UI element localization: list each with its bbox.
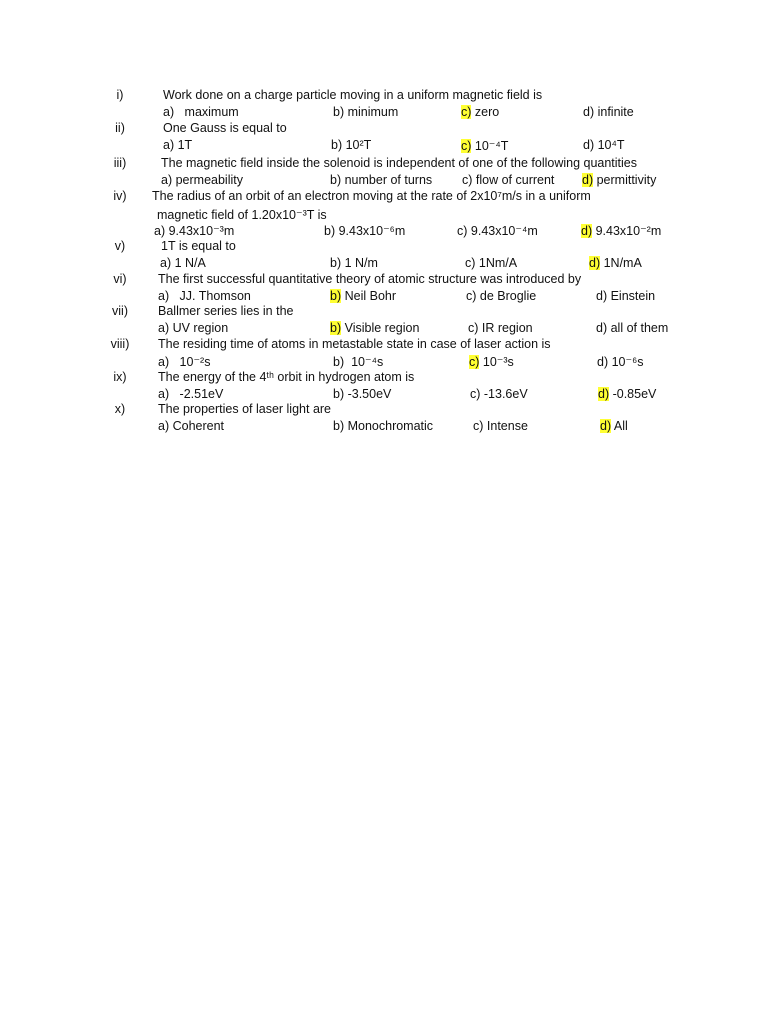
option-text: Monochromatic [344,418,434,433]
question-text: The first successful quantitative theory of atomic structure was introduced by [158,272,582,286]
question-number: ii) [115,121,125,135]
option-text: permittivity [593,172,657,187]
option-text: 1T [174,137,193,152]
answer-option [158,289,251,303]
answer-option [330,256,378,270]
question-number: ix) [113,370,127,384]
option-text: -3.50eV [344,386,392,401]
answer-option [161,173,243,187]
answer-option [582,173,656,187]
option-text: JJ. Thomson [169,288,251,303]
option-text: 9.43x10⁻³m [165,224,235,238]
option-letter: b) [330,172,342,187]
option-text: 10⁻²s [169,354,211,369]
answer-option [596,289,655,303]
correct-answer-highlight: d) [582,172,594,187]
answer-option [163,138,192,152]
answer-option [466,289,536,303]
question-text: The radius of an orbit of an electron moving at the rate of 2x10⁷m/s in a uniform [152,189,591,203]
option-text: Visible region [341,320,420,335]
option-letter: b) [333,104,345,119]
answer-option [158,387,223,401]
answer-option [333,105,398,119]
question-text: Ballmer series lies in the [158,304,294,318]
answer-option [473,419,528,433]
answer-option [581,223,661,238]
question-text: The energy of the 4ᵗʰ orbit in hydrogen atom is [158,370,415,384]
question-number: i) [116,88,124,102]
option-letter: c) [466,288,477,303]
option-letter: d) [583,104,595,119]
option-letter: a) [154,224,166,238]
option-text: Intense [483,418,528,433]
question-number: vi) [113,272,127,286]
correct-answer-highlight: b) [330,288,342,303]
option-letter: c) [457,224,468,238]
option-letter: c) [465,255,476,270]
question-text: The magnetic field inside the solenoid is independent of one of the following quantities [161,156,638,170]
option-letter: a) [163,104,175,119]
option-text: maximum [174,104,239,119]
answer-option [331,138,371,152]
answer-option [597,354,644,369]
option-letter: c) [462,172,473,187]
option-letter: a) [158,354,170,369]
option-text: 1 N/m [341,255,378,270]
option-text: All [611,418,628,433]
option-text: -13.6eV [480,386,528,401]
question-number: x) [114,402,126,416]
correct-answer-highlight: d) [581,224,593,238]
option-text: 9.43x10⁻⁴m [467,224,538,238]
answer-option [461,105,499,119]
answer-option [333,387,391,401]
option-text: infinite [594,104,634,119]
answer-option [465,256,517,270]
option-text: permeability [172,172,243,187]
answer-option [469,354,514,369]
answer-option [461,138,508,153]
answer-option [333,419,433,433]
option-text: 9.43x10⁻⁶m [335,224,406,238]
question-number: iii) [113,156,127,170]
answer-option [600,419,628,433]
answer-option [583,105,634,119]
question-number: v) [114,239,126,253]
option-letter: c) [468,320,479,335]
option-text: 1 N/A [171,255,206,270]
option-text: Einstein [607,288,656,303]
option-text: 1Nm/A [475,255,518,270]
question-number: vii) [112,304,128,318]
option-text: Neil Bohr [341,288,397,303]
correct-answer-highlight: d) [598,386,610,401]
question-text: 1T is equal to [161,239,236,253]
option-text: Coherent [169,418,225,433]
option-text: 10⁻³s [479,354,514,369]
option-text: -2.51eV [169,386,224,401]
option-text: 10⁻⁴T [471,138,509,153]
question-text: One Gauss is equal to [163,121,287,135]
option-text: de Broglie [476,288,537,303]
question-text: The properties of laser light are [158,402,332,416]
option-text: 10⁴T [594,137,625,152]
correct-answer-highlight: d) [589,255,601,270]
question-text: Work done on a charge particle moving in a uniform magnetic field is [163,88,543,102]
option-letter: a) [158,320,170,335]
answer-option [457,223,538,238]
answer-option [158,354,210,369]
correct-answer-highlight: d) [600,418,612,433]
answer-option [158,419,224,433]
option-letter: b) [333,386,345,401]
correct-answer-highlight: c) [469,354,480,369]
option-letter: d) [597,354,609,369]
option-text: IR region [478,320,533,335]
option-text: 9.43x10⁻²m [592,224,662,238]
option-text: all of them [607,320,669,335]
option-letter: d) [596,320,608,335]
option-letter: b) [333,418,345,433]
option-text: 10²T [342,137,372,152]
question-text: The residing time of atoms in metastable state in case of laser action is [158,337,551,351]
option-letter: a) [158,418,170,433]
option-letter: d) [583,137,595,152]
option-letter: d) [596,288,608,303]
answer-option [468,321,533,335]
option-text: minimum [344,104,399,119]
option-text: -0.85eV [609,386,657,401]
answer-option [470,387,528,401]
answer-option [596,321,668,335]
answer-option [333,354,383,369]
question-number: iv) [113,189,127,203]
option-text: number of turns [341,172,433,187]
answer-option [330,173,432,187]
correct-answer-highlight: c) [461,104,472,119]
answer-option [598,387,656,401]
correct-answer-highlight: c) [461,138,472,153]
answer-option [583,138,625,152]
answer-option [324,223,405,238]
option-text: UV region [169,320,229,335]
option-text: zero [471,104,500,119]
option-letter: b) [333,354,345,369]
answer-option [158,321,228,335]
option-letter: c) [470,386,481,401]
correct-answer-highlight: b) [330,320,342,335]
option-text: 10⁻⁴s [344,354,384,369]
answer-option [462,173,554,187]
option-letter: b) [330,255,342,270]
option-letter: b) [331,137,343,152]
option-letter: a) [163,137,175,152]
option-text: flow of current [472,172,555,187]
option-text: 10⁻⁶s [608,354,644,369]
option-letter: a) [161,172,173,187]
answer-option [163,105,239,119]
option-letter: b) [324,224,336,238]
option-letter: c) [473,418,484,433]
answer-option [589,256,642,270]
option-letter: a) [158,386,170,401]
answer-option [160,256,206,270]
option-text: 1N/mA [600,255,642,270]
option-letter: a) [160,255,172,270]
answer-option [330,289,396,303]
answer-option [154,223,234,238]
answer-option [330,321,419,335]
question-text-continued: magnetic field of 1.20x10⁻³T is [157,208,327,222]
question-number: viii) [110,337,130,351]
option-letter: a) [158,288,170,303]
